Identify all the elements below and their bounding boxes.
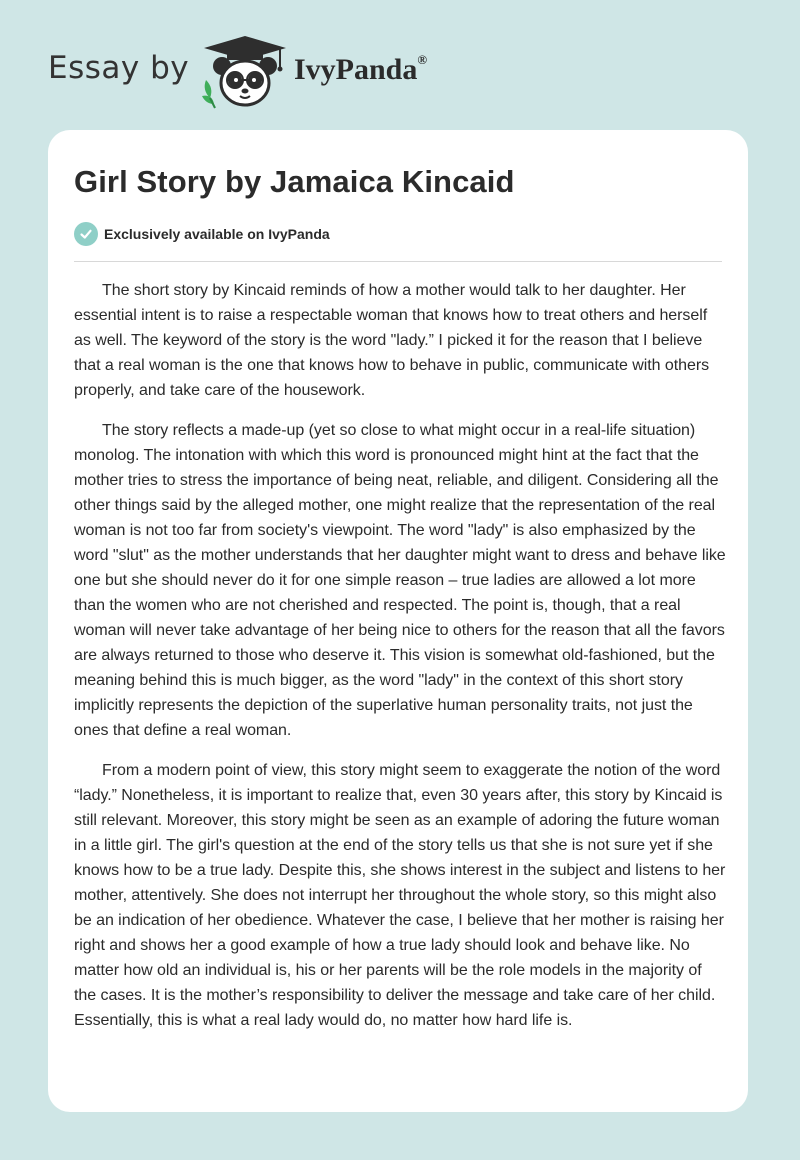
- brand-name[interactable]: IvyPanda®: [294, 52, 428, 86]
- essay-body: [74, 278, 726, 1048]
- essay-by-label: Essay by: [48, 50, 190, 86]
- page-title: Girl Story by Jamaica Kincaid: [74, 164, 515, 199]
- paragraph: From a modern point of view, this story might seem to exaggerate the notion of the word “lady.” Nonetheless, it is important to realize that, even 30 years after, this story by Kincaid is still relevant. Moreover, this story might be seen as an example of adoring the future woman in a little girl. The girl's question at the end of the story tells us that she is not sure yet if she knows how to be a true lady. Despite this, she shows interest in the subject and listens to her mother, attentively. She does not interrupt her throughout the whole story, so this might also be an indication of her obedience. Whatever the case, I believe that her mother is raising her right and shows her a good example of how a true lady should look and behave like. No matter how old an individual is, his or her parents will be the role models in the majority of the cases. It is the mother’s responsibility to deliver the message and take care of her child. Essentially, this is what a real lady would do, no matter how hard life is.: [74, 762, 726, 1029]
- divider: [74, 261, 722, 262]
- paragraph: The story reflects a made-up (yet so close to what might occur in a real-life situation) monolog. The intonation with which this word is pronounced might hint at the fact that the mother tries to stress the importance of being neat, reliable, and diligent. Considering all the other things said by the alleged mother, one might realize that the representation of the real woman is not too far from society's viewpoint. The word "lady" is also emphasized by the word "slut" as the mother understands that her daughter might want to dress and behave like one but she should never do it for one simple reason – true ladies are allowed a lot more than the women who are not cherished and respected. The point is, though, that a real woman will never take advantage of her being nice to others for the reason that all the favors are always returned to those who deserve it. This vision is somewhat old-fashioned, but the meaning behind this is much bigger, as the word "lady" in the context of this short story implicitly represents the depiction of the superlative human personality traits, not just the ones that define a real woman.: [74, 422, 726, 739]
- check-icon: [74, 222, 98, 246]
- site-header: [0, 0, 800, 120]
- essay-card: [48, 130, 748, 1112]
- panda-graduate-icon[interactable]: [200, 34, 290, 110]
- paragraph: The short story by Kincaid reminds of how a mother would talk to her daughter. Her essential intent is to raise a respectable woman that knows how to treat others and herself as well. The keyword of the story is the word "lady.” I picked it for the reason that I believe that a real woman is the one that knows how to behave in public, communicate with others properly, and take care of the housework.: [74, 282, 710, 399]
- exclusive-badge: [74, 222, 330, 246]
- badge-label: Exclusively available on IvyPanda: [104, 226, 330, 242]
